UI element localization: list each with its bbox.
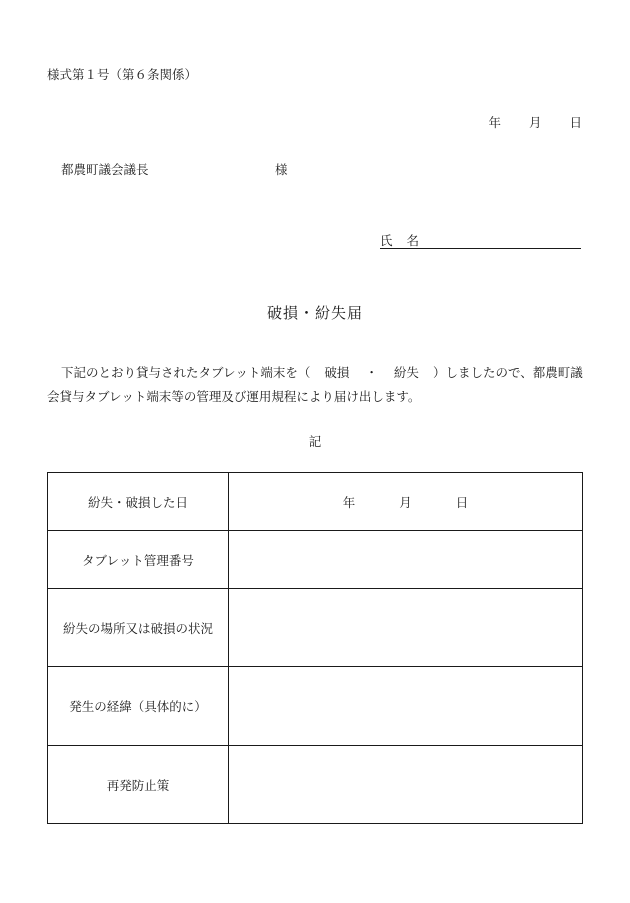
date-month-label: 月 [528, 115, 542, 130]
prevention-field[interactable] [229, 746, 583, 824]
body-paragraph [47, 361, 583, 409]
ki-heading: 記 [308, 434, 322, 449]
applicant-name-field[interactable] [380, 231, 581, 249]
option-separator: ・ [365, 365, 378, 380]
device-number-field[interactable] [229, 531, 583, 589]
submission-date [488, 113, 582, 131]
honorific: 様 [275, 162, 288, 177]
body-suffix: ）しましたので、都農町議会貸与タブレット端末等の管理及び運用規程により届け出します。 [47, 365, 583, 404]
date-day-label: 日 [569, 115, 582, 130]
body-prefix: 下記のとおり貸与されたタブレット端末を（ [61, 365, 311, 380]
row-label-circumstances: 発生の経緯（具体的に） [48, 667, 229, 746]
row-label-date: 紛失・破損した日 [48, 473, 229, 531]
location-status-field[interactable] [229, 589, 583, 667]
table-row [48, 589, 583, 667]
addressee: 都農町議会議長 [61, 162, 149, 177]
details-table [47, 472, 583, 824]
row-label-location: 紛失の場所又は破損の状況 [48, 589, 229, 667]
incident-date-field[interactable] [229, 473, 583, 531]
option-damage: 破損 [324, 365, 350, 380]
incident-day-label: 日 [455, 494, 469, 510]
table-row [48, 667, 583, 746]
row-label-device-number: タブレット管理番号 [48, 531, 229, 589]
name-label-mei: 名 [406, 233, 420, 248]
circumstances-field[interactable] [229, 667, 583, 746]
table-row [48, 746, 583, 824]
incident-month-label: 月 [399, 494, 412, 510]
table-row [48, 531, 583, 589]
table-row [48, 473, 583, 531]
incident-year-label: 年 [342, 494, 356, 510]
name-label-shi: 氏 [380, 233, 393, 248]
form-number: 様式第１号（第６条関係） [47, 67, 198, 82]
date-year-label: 年 [488, 115, 501, 130]
option-loss: 紛失 [393, 365, 419, 380]
row-label-prevention: 再発防止策 [48, 746, 229, 824]
document-title: 破損・紛失届 [266, 304, 363, 322]
